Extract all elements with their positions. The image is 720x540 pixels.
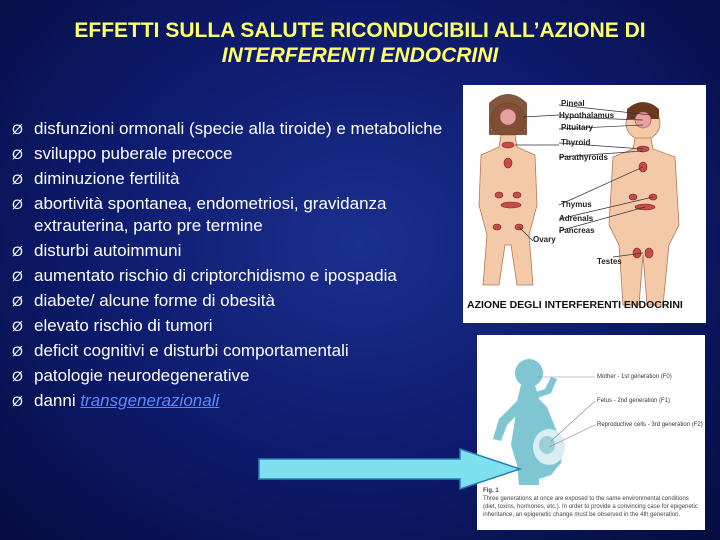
title-line-1: EFFETTI SULLA SALUTE RICONDUCIBILI ALL’AZIONE DI — [74, 19, 646, 42]
list-item-text: patologie neurodegenerative — [34, 366, 250, 385]
bullet-arrow-icon: Ø — [12, 393, 23, 409]
effects-list — [12, 118, 472, 415]
label-pineal: Pineal — [561, 99, 585, 108]
figure-caption-text: Three generations at once are exposed to the same environmental conditions (diet, toxins, hormones, etc.). In order to provide a convincing case for epigenetic inheritance, an epigenetic change must be observed in the 4th generation. — [483, 496, 698, 518]
transgenerational-figure — [477, 335, 705, 530]
figure-caption-label: Fig. 1 — [483, 488, 499, 494]
bullet-arrow-icon: Ø — [12, 318, 23, 334]
label-thymus: Thymus — [561, 200, 592, 209]
list-item — [12, 340, 472, 362]
list-item — [12, 315, 472, 337]
endocrine-anatomy-image — [463, 85, 706, 323]
label-pancreas: Pancreas — [559, 226, 595, 235]
bullet-arrow-icon: Ø — [12, 343, 23, 359]
list-item — [12, 365, 472, 387]
list-item-text: diminuzione fertilità — [34, 169, 180, 188]
list-item — [12, 143, 472, 165]
list-item — [12, 240, 472, 262]
list-item — [12, 168, 472, 190]
big-right-arrow-icon — [258, 447, 523, 491]
list-item-text: sviluppo puberale precoce — [34, 144, 233, 163]
label-adrenals: Adrenals — [559, 214, 594, 223]
list-item — [12, 390, 472, 412]
title-line-2: INTERFERENTI ENDOCRINI — [221, 44, 499, 67]
list-item-text: aumentato rischio di criptorchidismo e ipospadia — [34, 266, 397, 285]
bullet-arrow-icon: Ø — [12, 171, 23, 187]
bullet-arrow-icon: Ø — [12, 368, 23, 384]
list-item-text: disturbi autoimmuni — [34, 241, 182, 260]
list-item-text: abortività spontanea, endometriosi, gravidanza extrauterina, parto pre termine — [34, 194, 387, 235]
anatomy-caption: AZIONE DEGLI INTERFERENTI ENDOCRINI — [467, 299, 683, 311]
legend-f2: Reproductive cells - 3rd generation (F2) — [597, 422, 703, 428]
label-testes: Testes — [597, 257, 622, 266]
label-parathyroids: Parathyroids — [559, 153, 608, 162]
list-item-text: diabete/ alcune forme di obesità — [34, 291, 275, 310]
bullet-arrow-icon: Ø — [12, 196, 23, 212]
list-item-text: deficit cognitivi e disturbi comportamentali — [34, 341, 349, 360]
slide-title — [0, 18, 720, 68]
transgenerational-link[interactable]: transgenerazionali — [80, 391, 220, 410]
list-item — [12, 118, 472, 140]
bullet-arrow-icon: Ø — [12, 146, 23, 162]
label-thyroid: Thyroid — [561, 138, 591, 147]
bullet-arrow-icon: Ø — [12, 121, 23, 137]
label-ovary: Ovary — [533, 235, 556, 244]
list-item — [12, 290, 472, 312]
bullet-arrow-icon: Ø — [12, 243, 23, 259]
legend-f0: Mother - 1st generation (F0) — [597, 374, 672, 380]
list-item-text: elevato rischio di tumori — [34, 316, 213, 335]
label-hypothalamus: Hypothalamus — [559, 111, 615, 120]
list-item-text: danni — [34, 391, 81, 410]
legend-f1: Fetus - 2nd generation (F1) — [597, 398, 671, 404]
label-pituitary: Pituitary — [561, 123, 594, 132]
figure-caption — [483, 487, 698, 519]
bullet-arrow-icon: Ø — [12, 293, 23, 309]
list-item-text: disfunzioni ormonali (specie alla tiroide) e metaboliche — [34, 119, 443, 138]
list-item — [12, 265, 472, 287]
bullet-arrow-icon: Ø — [12, 268, 23, 284]
list-item — [12, 193, 472, 237]
